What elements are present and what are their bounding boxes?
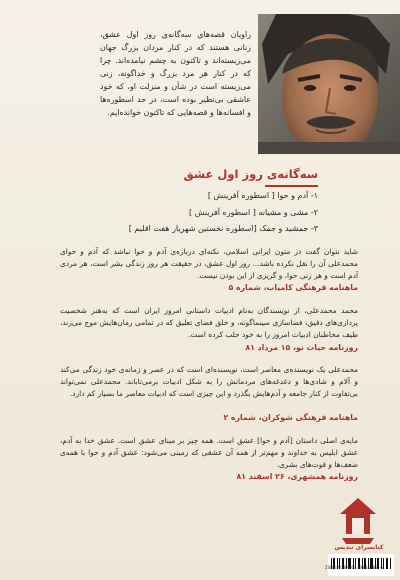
review-source: روزنامه حیات نو، ۱۵ مرداد ۸۱ bbox=[245, 343, 358, 352]
barcode bbox=[328, 554, 394, 576]
isbn-text: ISBN:978-964-9944-83-6 bbox=[324, 566, 384, 571]
author-photo bbox=[258, 14, 400, 154]
trilogy-title: سه‌گانه‌ی روز اول عشق bbox=[183, 167, 318, 181]
review-quote: مایه‌ی اصلی داستان [آدم و حوا] عشق است. همه چیز بر مبنای عشق است. عشق خدا به آدم، عشق ابلیس به خداوند و مهم‌تر از همه آن عشقی که زمینی می‌شود: عشق آدم و حوا با همه‌ی ضعف‌ها و قوت‌های بشری. bbox=[60, 436, 358, 469]
review-source: روزنامه همشهری، ۲۶ اسفند ۸۱ bbox=[236, 472, 358, 481]
volume-item: ۳- جمشید و جمک [اسطوره نخستین شهریار هفت اقلیم ] bbox=[128, 224, 318, 233]
publisher-logo bbox=[336, 494, 380, 548]
review-source: ماهنامه فرهنگی کامیاب، شماره ۵ bbox=[228, 283, 358, 292]
review-quote: شاید بتوان گفت در متون ایرانی اسلامی، نکته‌ای درباره‌ی آدم و حوا نباشد که آدم و حوای محمدعلی آن را نقل نکرده باشد... روز اول عشق، در حقیقت هر روز زندگی بشر است، هر مردی آدم است و هر زنی حوا، و گریزی از این بودن نیست. bbox=[60, 247, 358, 280]
review-source: ماهنامه فرهنگی شوکران، شماره ۲ bbox=[223, 413, 358, 422]
review-quote: محمد محمدعلی، از نویسندگان به‌نام ادبیات داستانی امروز ایران است که به‌هنر شخصیت پردازی‌های دقیق، فضاسازی سینماگونه، و خلق فضای تعلیق که در تمامی رمان‌هایش موج می‌زند، طیف مخاطبان ادبیات امروز را به خود جلب کرده است. bbox=[60, 306, 358, 339]
author-intro-text: راویان قصه‌های سه‌گانه‌ی روز اول عشق، زنانی هستند که در کنار مردان بزرگ جهان می‌زیسته‌اند و تاکنون به چشم نیامده‌اند. چرا که در کنار هر مرد بزرگ و خداگونه، زنی می‌زیسته است در شأن و منزلت او، که خود عاشقی بی‌نظیر بوده است، در حد اسطوره‌ها و افسانه‌ها و قصه‌هایی که تاکنون خوانده‌ایم. bbox=[100, 30, 251, 117]
volume-item: ۲- مشی و مشیانه [ اسطوره آفرینش ] bbox=[189, 207, 318, 217]
volume-list bbox=[68, 188, 318, 238]
volume-item: ۱- آدم و حوا [ اسطوره آفرینش ] bbox=[207, 191, 318, 200]
publisher-name: کتابسرای تندیس bbox=[334, 544, 384, 551]
review-quote: محمدعلی یک نویسنده‌ی معاصر است، نویسنده‌ای است که در عصر و زمانه‌ی خود زندگی می‌کند و آلام و شادی‌ها و دغدغه‌های مردمانش را به شکل ادبیات برمی‌تاباند. محمدعلی نمی‌تواند بی‌تفاوت از کنار جامعه و آدم‌هایش بگذرد و این چیزی است که ادبیات معاصر ما بسیار کم دارد. bbox=[60, 365, 358, 398]
title-underline bbox=[265, 185, 318, 187]
